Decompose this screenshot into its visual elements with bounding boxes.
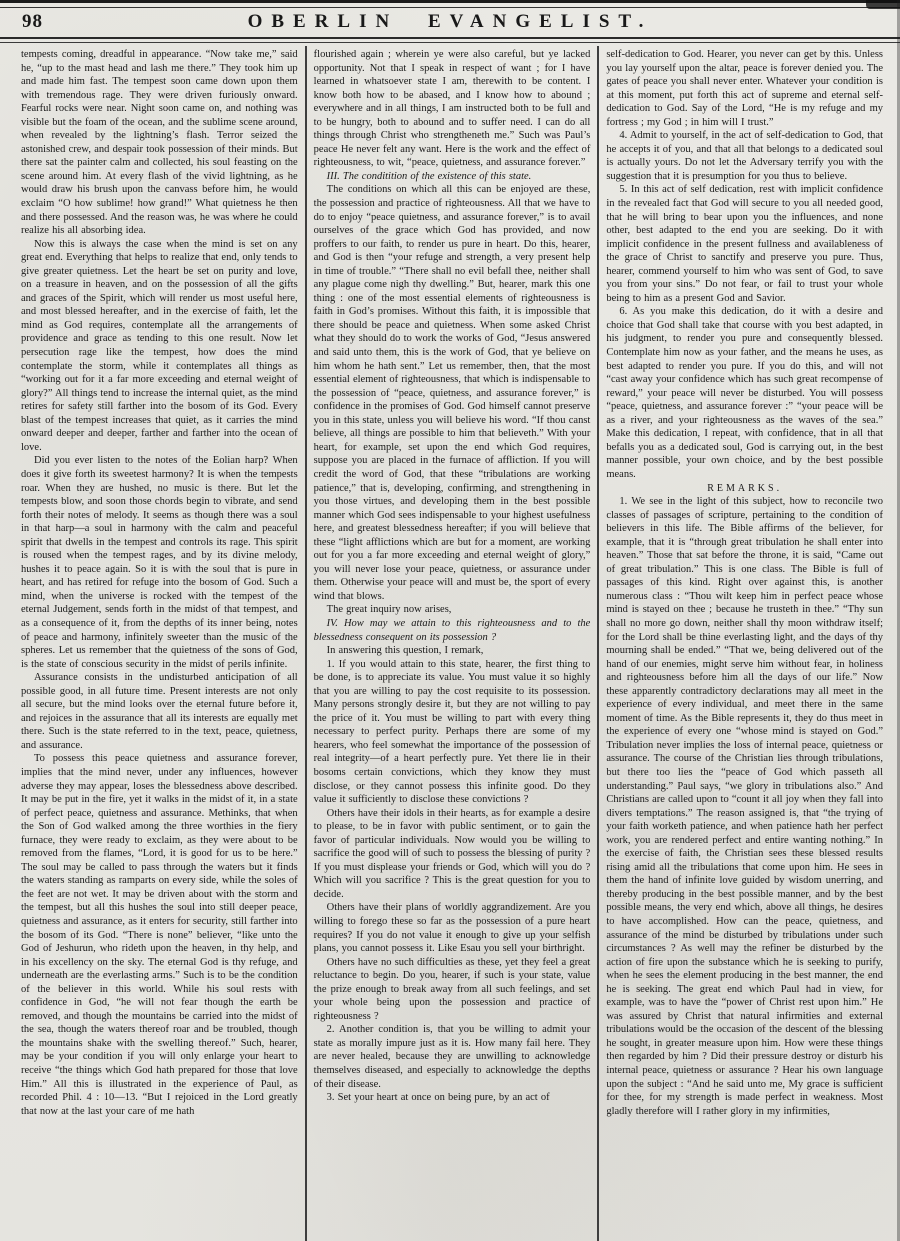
paragraph: To possess this peace quietness and assurance forever, implies that the mind never, under any influences, however adverse they may appear, loses the blessedness above described. It may be put in the fire, yet it walks in the midst of it, in a state of perfect peace, quietness and assurance. Methinks, that when the Son of God walked among the three worthies in the fiery furnace, they were ready to exclaim, as they were about to be removed from the flames, “Lord, it is good for us to be here.” The soul may be called to pass through the waters but it finds the waters standing as ramparts on every side, while the soles of the feet are not wet. It may be driven about with the storm and the tempest, but all this hushes the soul into still deeper peace, quietness and assurance, as it enters for security, still farther into the bosom of its God. “There is none” believer, “like unto the God of Jeshurun, who rideth upon the heaven, in thy help, and in his excellency on the sky. The eternal God is thy refuge, and underneath are the everlasting arms.” Such is to be the condition of the believer in this world. While his soul rests with confidence in God, “he will not fear though the earth be removed, and though the mountains be carried into the midst of the sea, though the waters thereof roar and be troubled, though the mountains shake with the swelling thereof.” Such, hearer, may be your condition if you will only enlarge your heart to receive “the things which God hath prepared for those that love Him.” All this is illustrated in the experience of Paul, as recorded Phil. 4 : 10—13. “But I rejoiced in the Lord greatly that now at the last your care of me hath	[21, 753, 298, 1117]
paragraph: self-dedication to God. Hearer, you never can get by this. Unless you lay yourself upon the altar, peace is forever denied you. The gates of peace you shall never enter. Whatever your condition is at this moment, put forth this act of supreme and eternal self-dedication to God. Say of the Lord, “He is my refuge and my fortress ; my God ; in him will I trust.”	[606, 49, 884, 128]
paragraph: 4. Admit to yourself, in the act of self-dedication to God, that he accepts it of you, and that all that belongs to a dedicated soul is actually yours. Do not let the Adversary terrify you with the suggestion that it is presumption for you thus to believe.	[606, 130, 884, 182]
masthead-title: OBERLIN EVANGELIST.	[247, 11, 653, 32]
paragraph: The great inquiry now arises,	[326, 604, 452, 616]
paragraph: 1. We see in the light of this subject, how to reconcile two classes of passages of scripture, pertaining to the condition of believers in this life. The Bible affirms of the believer, for example, that it is “through great tribulation he shall enter into heaven.” Those that sat before the throne, it is said, “Came out of great tribulation.” This is one class. The Bible is full of passages of this kind. Right over against this, is another numerous class : “Thou wilt keep him in perfect peace whose mind is stayed on thee ; because he trusteth in thee.” “Thy sun shall no more go down, neither shall thy moon withdraw itself; for the Lord shall be thine everlasting light, and the days of thy mourning shall be ended.” “That we, being delivered out of the hand of our enemies, might serve him without fear, in holiness and righteousness before him all the days of our life.” Now these apparently contradictory declarations may all meet in the experience of every individual, and meet there in the same moment of time. As the Bible represents it, they do thus meet in the experience of every one “whose mind is stayed on God.” Tribulation never implies the loss of internal peace, quietness or assurance. The course of the Christian lies through tribulations, but there too lies the “peace of God which passeth all understanding.” Paul says, “we glory in tribulations also.” And Christians are called upon to “count it all joy when they fall into divers temptations.” The reason assigned is, that “the trying of your faith worketh patience, and when patience hath her perfect work, you are rendered perfect and entire wanting nothing.” In the exercise of faith, the Christian sees these blessed results rising amid all the tribulations that come upon him. He sees in them the hand of infinite love guided by wisdom unerring, and thereby producing in the best possible manner, and by the best possible means, the very end which, above all things, he desires to have accomplished. How can the peace, quietness, and assurance of the mind be disturbed by tribulations under such circumstances ? As well may the refiner be disturbed by the action of fire upon the substance which he is seeking to purify, when he sees the element producing in the best manner, the end he is seeking. The great end which Paul had in view, for example, was to have the “power of Christ rest upon him.” He was assured by Christ that natural infirmities and external tribulations would be the occasion of the descent of the blessing he sought, in greater measure upon him. How were these things then regarded by him ? Did their pressure destroy or disturb his internal peace, quietness or assurance ? Hear his own language upon the subject : “And he said unto me, My grace is sufficient for thee, for my strength is made perfect in weakness. Most gladly therefore will I rather glory in my infirmities,	[606, 496, 884, 1117]
paragraph: In answering this question, I remark,	[326, 645, 484, 657]
paragraph: Assurance consists in the undisturbed anticipation of all possible good, in all future time. Present interests are not only all secure, but the mind looks over the eternal future before it, and rejoices in the assurance that all its interests are equally met there. Such is the state referred to in the text, peace, quietness, and assurance.	[21, 672, 298, 751]
top-border-rule	[0, 0, 900, 8]
paragraph: tempests coming, dreadful in appearance. “Now take me,” said he, “up to the mast head and lash me there.” They took him up and made him fast. The tempest soon came down upon them with tremendous rage. They were driven furiously onward. Fearful rocks were near. Night soon came on, and nothing was visible but the foam of the ocean, and the sublime scene around, when revealed by the lightning’s flash. Terror seized the astonished crew, and despair took possession of their minds. But there sat the painter calm and collected, his soul feasting on the scene around him. At every flash of the vivid lightning, as he would draw his brush upon the canvass before him, he would exclaim “O how sublime! how grand!” What quietness he then and there possessed. And the reason was, he was where he could realize his all absorbing idea.	[21, 49, 298, 237]
page-header	[0, 8, 900, 36]
page-number: 98	[22, 11, 43, 32]
paragraph: 2. Another condition is, that you be willing to admit your state as morally impure just as it is. How many fail here. They are never healed, because they are unwilling to acknowledge themselves diseased, and especially to acknowledge the depths of their disease.	[313, 1024, 591, 1090]
column-2	[305, 46, 598, 1241]
section-heading-iv: IV. How may we attain to this righteousness and to the blessedness consequent on its possession ?	[313, 617, 591, 643]
paragraph: flourished again ; wherein ye were also careful, but ye lacked opportunity. Not that I speak in respect of want ; for I have learned in whatsoever state I am, therewith to be content. I know both how to be abased, and I know how to abound ; everywhere and in all things, I am instructed both to be full and to be hungry, both to abound and to suffer need. I can do all things through Christ who strengtheneth me.” Such was Paul’s peace He never felt any want. Here is the work and the effect of righteousness, to wit, “peace, quietness, and assurance forever.”	[313, 49, 591, 169]
paragraph: Now this is always the case when the mind is set on any great end. Everything that helps to realize that end, only tends to give greater quietness. Let the heart be set on purity and love, on a treasure in heaven, and on the possession of all the gifts and graces of the Spirit, which will render us most useful here, and most blessed hereafter, and in the exercise of faith, let the mind as God requires, contemplate all the arrangements of providence and grace as tending to this one result. Now let persecution rage like the tempest, how does the mind contemplate the storm, while it contemplates all things as “working out for it a far more exceeding and eternal weight of glory?” All things tend to increase the internal quiet, as the mind retires for safety still farther into the bosom of its God. Every blast of the tempest increases that quiet, as it carries the mind onward deeper and deeper, farther and farther into the ocean of love.	[21, 238, 298, 453]
article-columns	[0, 43, 900, 1241]
paragraph: Others have no such difficulties as these, yet they feel a great reluctance to begin. Do you, hearer, if such is your state, value the prize enough to break away from all such feelings, and set your whole being upon the possession and practice of righteousness ?	[313, 956, 591, 1022]
column-1	[14, 46, 305, 1241]
paragraph: Did you ever listen to the notes of the Eolian harp? When does it give forth its sweetest harmony? It is when the tempests roar. When they are hushed, no music is there. But let the tempests blow, and soon those chords begin to vibrate, and send forth their notes of melody. It seems as though there was a soul in that harp—a soul in harmony with the calm and peaceful spirit that dwells in the tempest and controls its rage. This spirit is roused when the tempest rages, and by its divine melody, hushes it to peace again. So it is with the soul that is pure in heart, and has retired for refuge into the bosom of God. Such a mind, when the universe is rocked with the tempest of the eternal Judgement, sends forth in the midst of that tempest, and as a consequence of it, from the depths of its inner being, notes of peace and harmony, infinitely sweeter than the music of the spheres. Let us remember that the quietness of the sons of God, is the state of conscious security in the midst of perils infinite.	[21, 455, 298, 670]
paragraph: 1. If you would attain to this state, hearer, the first thing to be done, is to appreciate its value. You must value it so highly that you are willing to pay the cost requisite to its possession. Many persons strongly desire it, but they are not willing to pay the price of it. You must be willing to part with every thing necessary to perfect purity. Perhaps there are some of my hearers, who feel somewhat the importance of the possession of real integrity—of a heart perfectly pure. Yet there lie in their bosoms certain convictions, which they know they must disclose, or they cannot possess this infinite good. Do they value it sufficiently to disclose these convictions ?	[313, 658, 591, 806]
paragraph: 5. In this act of self dedication, rest with implicit confidence in the revealed fact that God will secure to you all needed good, that he will bring to bear upon you the influences, and none other, best adapted to the end you are seeking. Do it with implicit confidence in the present fullness and availableness of the grace of Christ to sanctify and preserve you pure. Thus, hearer, commend yourself to him who was sent of God, to save you from your sins.” Do not fear, or fail to trust your whole being to him as a present God and Savior.	[606, 184, 884, 304]
remarks-heading: REMARKS.	[707, 482, 783, 494]
paragraph: Others have their plans of worldly aggrandizement. Are you willing to forego these so far as the possession of a pure heart requires? If you do not value it enough to give up your selfish plans, you cannot possess it. Like Esau you sell your birthright.	[313, 902, 591, 955]
paragraph: The conditions on which all this can be enjoyed are these, the possession and practice of righteousness. All that we have to do to enjoy “peace quietness, and assurance forever,” is to avail ourselves of the grace which God has provided, and now proffers to our faith, to render us pure in heart. Do this, hearer, and God is then “your refuge and strength, a very present help in time of trouble.” “There shall no evil befall thee, neither shall any plague come nigh thy dwelling.” But, hearer, mark this one thing : one of the most essential elements of righteousness is faith in God’s promises. Without this faith, it is impossible that there should be peace and quietness. When some asked Christ what they should do to work the works of God, “Jesus answered and said unto them, this is the work of God, that ye believe on him whom he hath sent.” Let us remember, then, that the most essential element of righteousness, that which is indispensable to the possession of “peace, quietness, and assurance forever,” is confidence in the promises of God. God himself cannot preserve you in this state, unless you will believe his word. “If thou canst believe, all things are possible to him that believeth.” With your heart, for example, set upon the end which God requires, suppose you are placed in the furnace of affliction. If you will credit the word of God, that these “tribulations are working patience,” that is, developing, confirming, and strengthening in you those virtues, and developing them in the best possible manner which God sees indispensable to your highest usefulness here, and greatest blessedness hereafter; if you will believe that these “light afflictions which are but for a moment, are working out for you a far more exceeding and eternal weight of glory,” you will never lose your peace, quietness, or assurance under them. Otherwise your peace will and must be, the sport of every wind that blows.	[313, 184, 591, 602]
column-3	[597, 46, 890, 1241]
section-heading-iii: III. The conditition of the existence of this state.	[326, 170, 532, 182]
paragraph: 3. Set your heart at once on being pure, by an act of	[326, 1092, 550, 1104]
paragraph: 6. As you make this dedication, do it with a desire and choice that God shall take that course with you best adapted, in his judgment, to render you pure and consequently blessed. Contemplate him now as your father, and the means he uses, as best adapted to render you pure. If you do this, and will not “cast away your confidence which has such great recompense of reward,” your peace will never be disturbed. You will possess “peace, quietness, and assurance forever :” “your peace will be as a river, and your righteousness as the waves of the sea.” Make this dedication, I repeat, with confidence, that in all that befalls you as a dedicated soul, God is carrying out, in the best manner possible, your own choice, and by the best possible means.	[606, 306, 884, 480]
paragraph: Others have their idols in their hearts, as for example a desire to please, to be in favor with public sentiment, or to gain the favor of particular individuals. Now would you be willing to sacrifice the good will of such to possess the blessing of purity ? If you must displease your friends or God, which will you do ? Which will you sacrifice ? This is the great question for you to decide.	[313, 807, 591, 900]
